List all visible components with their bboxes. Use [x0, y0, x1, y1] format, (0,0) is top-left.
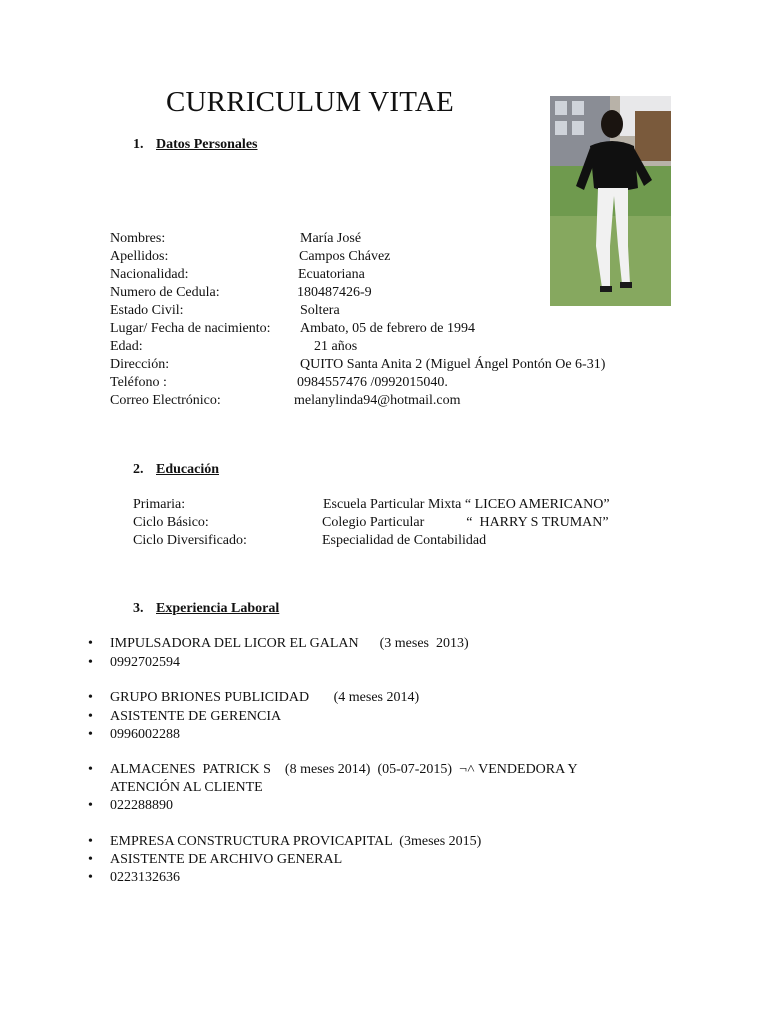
- field-label: Numero de Cedula:: [110, 285, 220, 300]
- list-item: [0, 870, 768, 888]
- field-label: Edad:: [110, 339, 143, 354]
- list-item-text: ATENCIÓN AL CLIENTE: [110, 780, 263, 795]
- list-item: [0, 636, 768, 654]
- list-item-text: ASISTENTE DE GERENCIA: [110, 709, 282, 724]
- field-value: Ambato, 05 de febrero de 1994: [300, 321, 475, 336]
- field-value: Campos Chávez: [299, 249, 391, 264]
- bullet-icon: •: [88, 636, 93, 651]
- list-item: [0, 655, 768, 673]
- section-heading-experiencia-laboral: Experiencia Laboral: [156, 601, 280, 616]
- document-title: CURRICULUM VITAE: [166, 86, 454, 118]
- field-value: 0984557476 /0992015040.: [297, 375, 448, 390]
- list-item: [0, 709, 768, 727]
- education-value: Especialidad de Contabilidad: [322, 533, 487, 548]
- education-label: Ciclo Básico:: [133, 515, 209, 530]
- field-value: melanylinda94@hotmail.com: [294, 393, 461, 408]
- profile-photo: [550, 96, 671, 306]
- list-item-text: IMPULSADORA DEL LICOR EL GALAN (3 meses 2013): [110, 636, 469, 651]
- field-value: 180487426-9: [297, 285, 372, 300]
- education-label: Ciclo Diversificado:: [133, 533, 247, 548]
- education-label: Primaria:: [133, 497, 186, 512]
- field-value: QUITO Santa Anita 2 (Miguel Ángel Pontón Oe 6-31): [300, 357, 606, 372]
- list-item: [0, 762, 768, 780]
- section-number: 3.: [133, 601, 144, 616]
- section-heading-datos-personales: Datos Personales: [156, 137, 258, 152]
- bullet-icon: •: [88, 762, 93, 777]
- list-item-text: 0996002288: [110, 727, 180, 742]
- list-item-text: EMPRESA CONSTRUCTURA PROVICAPITAL (3meses 2015): [110, 834, 482, 849]
- field-label: Lugar/ Fecha de nacimiento:: [110, 321, 271, 336]
- bullet-icon: •: [88, 798, 93, 813]
- education-value: Escuela Particular Mixta “ LICEO AMERICANO”: [323, 497, 610, 512]
- list-item-text: ALMACENES PATRICK S (8 meses 2014) (05-07-2015) ¬˄ VENDEDORA Y: [110, 762, 578, 777]
- list-item: [0, 690, 768, 708]
- list-item: [0, 798, 768, 816]
- list-item-text: 0223132636: [110, 870, 180, 885]
- list-item-continuation: [0, 780, 768, 798]
- list-item: [0, 834, 768, 852]
- bullet-icon: •: [88, 655, 93, 670]
- field-value: Ecuatoriana: [298, 267, 365, 282]
- field-label: Dirección:: [110, 357, 170, 372]
- field-value: María José: [300, 231, 362, 246]
- field-label: Teléfono :: [110, 375, 167, 390]
- field-value: Soltera: [300, 303, 340, 318]
- list-item-text: 0992702594: [110, 655, 180, 670]
- section-number: 2.: [133, 462, 144, 477]
- bullet-icon: •: [88, 709, 93, 724]
- field-label: Correo Electrónico:: [110, 393, 221, 408]
- bullet-icon: •: [88, 852, 93, 867]
- list-item-text: GRUPO BRIONES PUBLICIDAD (4 meses 2014): [110, 690, 420, 705]
- bullet-icon: •: [88, 870, 93, 885]
- bullet-icon: •: [88, 690, 93, 705]
- field-label: Apellidos:: [110, 249, 169, 264]
- bullet-icon: •: [88, 834, 93, 849]
- section-heading-educacion: Educación: [156, 462, 220, 477]
- education-value: Colegio Particular “ HARRY S TRUMAN”: [322, 515, 609, 530]
- list-item-text: ASISTENTE DE ARCHIVO GENERAL: [110, 852, 343, 867]
- field-label: Estado Civil:: [110, 303, 184, 318]
- field-label: Nombres:: [110, 231, 166, 246]
- bullet-icon: •: [88, 727, 93, 742]
- section-number: 1.: [133, 137, 144, 152]
- list-item-text: 022288890: [110, 798, 173, 813]
- field-label: Nacionalidad:: [110, 267, 189, 282]
- list-item: [0, 852, 768, 870]
- list-item: [0, 727, 768, 745]
- field-value: 21 años: [314, 339, 358, 354]
